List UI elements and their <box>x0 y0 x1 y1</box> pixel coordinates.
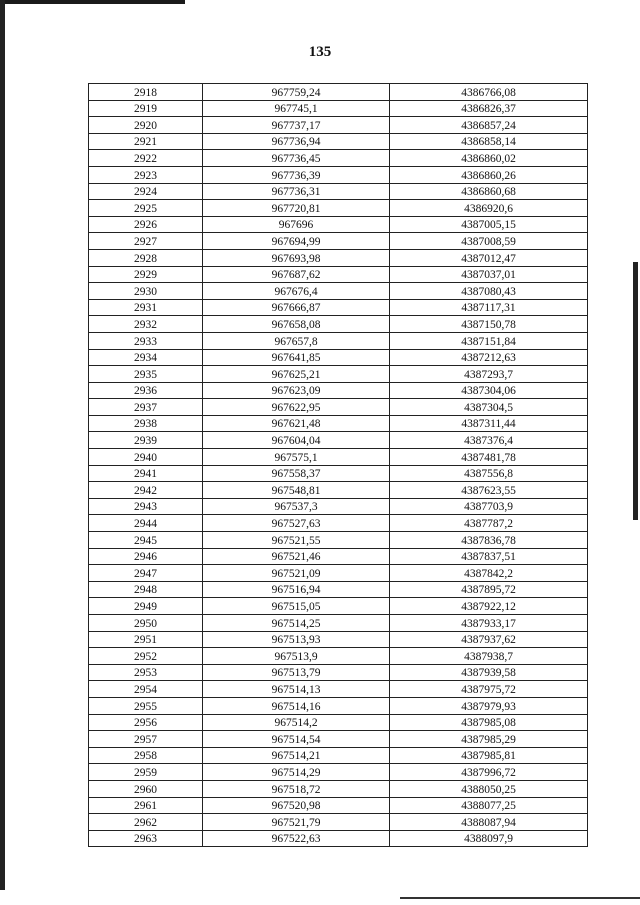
point-number-cell: 2921 <box>89 133 203 150</box>
x-coordinate-cell: 967736,45 <box>203 150 390 167</box>
table-row <box>89 249 588 266</box>
x-coordinate-cell: 967522,63 <box>203 830 390 847</box>
y-coordinate-cell: 4387985,08 <box>390 714 588 731</box>
y-coordinate-cell: 4387895,72 <box>390 581 588 598</box>
y-coordinate-cell: 4387703,9 <box>390 498 588 515</box>
y-coordinate-cell: 4386826,37 <box>390 100 588 117</box>
table-row <box>89 283 588 300</box>
y-coordinate-cell: 4387150,78 <box>390 316 588 333</box>
y-coordinate-cell: 4387937,62 <box>390 631 588 648</box>
coordinates-table-body <box>89 84 588 847</box>
y-coordinate-cell: 4387922,12 <box>390 598 588 615</box>
y-coordinate-cell: 4388050,25 <box>390 780 588 797</box>
y-coordinate-cell: 4387008,59 <box>390 233 588 250</box>
y-coordinate-cell: 4387842,2 <box>390 565 588 582</box>
point-number-cell: 2923 <box>89 166 203 183</box>
point-number-cell: 2933 <box>89 332 203 349</box>
y-coordinate-cell: 4387311,44 <box>390 415 588 432</box>
y-coordinate-cell: 4386860,26 <box>390 166 588 183</box>
point-number-cell: 2946 <box>89 548 203 565</box>
table-row <box>89 482 588 499</box>
point-number-cell: 2928 <box>89 249 203 266</box>
point-number-cell: 2918 <box>89 84 203 101</box>
table-row <box>89 664 588 681</box>
table-row <box>89 166 588 183</box>
x-coordinate-cell: 967513,93 <box>203 631 390 648</box>
table-row <box>89 731 588 748</box>
y-coordinate-cell: 4388097,9 <box>390 830 588 847</box>
point-number-cell: 2945 <box>89 532 203 549</box>
point-number-cell: 2951 <box>89 631 203 648</box>
table-row <box>89 117 588 134</box>
x-coordinate-cell: 967527,63 <box>203 515 390 532</box>
y-coordinate-cell: 4387481,78 <box>390 449 588 466</box>
x-coordinate-cell: 967558,37 <box>203 465 390 482</box>
point-number-cell: 2948 <box>89 581 203 598</box>
table-row <box>89 349 588 366</box>
point-number-cell: 2937 <box>89 399 203 416</box>
x-coordinate-cell: 967521,55 <box>203 532 390 549</box>
x-coordinate-cell: 967513,9 <box>203 648 390 665</box>
y-coordinate-cell: 4387985,29 <box>390 731 588 748</box>
x-coordinate-cell: 967759,24 <box>203 84 390 101</box>
x-coordinate-cell: 967514,16 <box>203 697 390 714</box>
x-coordinate-cell: 967736,31 <box>203 183 390 200</box>
y-coordinate-cell: 4387623,55 <box>390 482 588 499</box>
y-coordinate-cell: 4387151,84 <box>390 332 588 349</box>
y-coordinate-cell: 4386766,08 <box>390 84 588 101</box>
point-number-cell: 2938 <box>89 415 203 432</box>
point-number-cell: 2920 <box>89 117 203 134</box>
table-row <box>89 681 588 698</box>
x-coordinate-cell: 967514,25 <box>203 615 390 632</box>
y-coordinate-cell: 4387376,4 <box>390 432 588 449</box>
table-row <box>89 84 588 101</box>
x-coordinate-cell: 967666,87 <box>203 299 390 316</box>
table-row <box>89 714 588 731</box>
y-coordinate-cell: 4387556,8 <box>390 465 588 482</box>
point-number-cell: 2952 <box>89 648 203 665</box>
point-number-cell: 2949 <box>89 598 203 615</box>
x-coordinate-cell: 967548,81 <box>203 482 390 499</box>
x-coordinate-cell: 967514,21 <box>203 747 390 764</box>
x-coordinate-cell: 967641,85 <box>203 349 390 366</box>
y-coordinate-cell: 4387996,72 <box>390 764 588 781</box>
table-row <box>89 316 588 333</box>
x-coordinate-cell: 967604,04 <box>203 432 390 449</box>
point-number-cell: 2931 <box>89 299 203 316</box>
point-number-cell: 2962 <box>89 814 203 831</box>
table-row <box>89 797 588 814</box>
x-coordinate-cell: 967625,21 <box>203 366 390 383</box>
table-row <box>89 150 588 167</box>
x-coordinate-cell: 967537,3 <box>203 498 390 515</box>
y-coordinate-cell: 4387012,47 <box>390 249 588 266</box>
point-number-cell: 2942 <box>89 482 203 499</box>
y-coordinate-cell: 4387975,72 <box>390 681 588 698</box>
point-number-cell: 2953 <box>89 664 203 681</box>
y-coordinate-cell: 4387979,93 <box>390 697 588 714</box>
point-number-cell: 2959 <box>89 764 203 781</box>
x-coordinate-cell: 967623,09 <box>203 382 390 399</box>
point-number-cell: 2925 <box>89 200 203 217</box>
x-coordinate-cell: 967520,98 <box>203 797 390 814</box>
scan-edge-right <box>633 262 638 520</box>
y-coordinate-cell: 4387293,7 <box>390 366 588 383</box>
y-coordinate-cell: 4386860,02 <box>390 150 588 167</box>
y-coordinate-cell: 4388087,94 <box>390 814 588 831</box>
x-coordinate-cell: 967737,17 <box>203 117 390 134</box>
x-coordinate-cell: 967622,95 <box>203 399 390 416</box>
table-row <box>89 266 588 283</box>
y-coordinate-cell: 4387212,63 <box>390 349 588 366</box>
point-number-cell: 2932 <box>89 316 203 333</box>
scan-edge-bottom <box>400 897 640 899</box>
x-coordinate-cell: 967693,98 <box>203 249 390 266</box>
scan-edge-left <box>0 0 5 890</box>
table-row <box>89 233 588 250</box>
x-coordinate-cell: 967575,1 <box>203 449 390 466</box>
point-number-cell: 2954 <box>89 681 203 698</box>
y-coordinate-cell: 4387080,43 <box>390 283 588 300</box>
point-number-cell: 2944 <box>89 515 203 532</box>
point-number-cell: 2940 <box>89 449 203 466</box>
point-number-cell: 2950 <box>89 615 203 632</box>
table-row <box>89 648 588 665</box>
y-coordinate-cell: 4387037,01 <box>390 266 588 283</box>
point-number-cell: 2957 <box>89 731 203 748</box>
y-coordinate-cell: 4388077,25 <box>390 797 588 814</box>
x-coordinate-cell: 967521,46 <box>203 548 390 565</box>
table-row <box>89 498 588 515</box>
y-coordinate-cell: 4387117,31 <box>390 299 588 316</box>
point-number-cell: 2919 <box>89 100 203 117</box>
table-row <box>89 216 588 233</box>
y-coordinate-cell: 4387304,5 <box>390 399 588 416</box>
x-coordinate-cell: 967521,79 <box>203 814 390 831</box>
y-coordinate-cell: 4387787,2 <box>390 515 588 532</box>
x-coordinate-cell: 967658,08 <box>203 316 390 333</box>
table-row <box>89 780 588 797</box>
x-coordinate-cell: 967514,2 <box>203 714 390 731</box>
x-coordinate-cell: 967687,62 <box>203 266 390 283</box>
y-coordinate-cell: 4386920,6 <box>390 200 588 217</box>
point-number-cell: 2926 <box>89 216 203 233</box>
point-number-cell: 2934 <box>89 349 203 366</box>
table-row <box>89 133 588 150</box>
table-row <box>89 299 588 316</box>
x-coordinate-cell: 967515,05 <box>203 598 390 615</box>
y-coordinate-cell: 4386857,24 <box>390 117 588 134</box>
scan-edge-top <box>0 0 185 4</box>
table-row <box>89 415 588 432</box>
x-coordinate-cell: 967676,4 <box>203 283 390 300</box>
table-row <box>89 449 588 466</box>
y-coordinate-cell: 4387939,58 <box>390 664 588 681</box>
x-coordinate-cell: 967516,94 <box>203 581 390 598</box>
table-row <box>89 432 588 449</box>
table-row <box>89 548 588 565</box>
x-coordinate-cell: 967513,79 <box>203 664 390 681</box>
table-row <box>89 183 588 200</box>
table-row <box>89 100 588 117</box>
x-coordinate-cell: 967518,72 <box>203 780 390 797</box>
x-coordinate-cell: 967514,13 <box>203 681 390 698</box>
table-row <box>89 515 588 532</box>
y-coordinate-cell: 4386860,68 <box>390 183 588 200</box>
table-row <box>89 581 588 598</box>
point-number-cell: 2927 <box>89 233 203 250</box>
coordinates-table <box>88 83 588 847</box>
table-row <box>89 332 588 349</box>
point-number-cell: 2943 <box>89 498 203 515</box>
point-number-cell: 2924 <box>89 183 203 200</box>
point-number-cell: 2963 <box>89 830 203 847</box>
y-coordinate-cell: 4386858,14 <box>390 133 588 150</box>
point-number-cell: 2961 <box>89 797 203 814</box>
x-coordinate-cell: 967736,39 <box>203 166 390 183</box>
page-number: 135 <box>308 44 332 60</box>
x-coordinate-cell: 967696 <box>203 216 390 233</box>
point-number-cell: 2939 <box>89 432 203 449</box>
point-number-cell: 2960 <box>89 780 203 797</box>
point-number-cell: 2956 <box>89 714 203 731</box>
point-number-cell: 2941 <box>89 465 203 482</box>
table-row <box>89 399 588 416</box>
x-coordinate-cell: 967736,94 <box>203 133 390 150</box>
table-row <box>89 615 588 632</box>
x-coordinate-cell: 967514,54 <box>203 731 390 748</box>
point-number-cell: 2929 <box>89 266 203 283</box>
point-number-cell: 2955 <box>89 697 203 714</box>
table-row <box>89 366 588 383</box>
point-number-cell: 2936 <box>89 382 203 399</box>
x-coordinate-cell: 967621,48 <box>203 415 390 432</box>
table-row <box>89 830 588 847</box>
x-coordinate-cell: 967694,99 <box>203 233 390 250</box>
point-number-cell: 2958 <box>89 747 203 764</box>
table-row <box>89 565 588 582</box>
x-coordinate-cell: 967521,09 <box>203 565 390 582</box>
y-coordinate-cell: 4387836,78 <box>390 532 588 549</box>
y-coordinate-cell: 4387985,81 <box>390 747 588 764</box>
x-coordinate-cell: 967657,8 <box>203 332 390 349</box>
point-number-cell: 2930 <box>89 283 203 300</box>
x-coordinate-cell: 967514,29 <box>203 764 390 781</box>
y-coordinate-cell: 4387933,17 <box>390 615 588 632</box>
table-row <box>89 764 588 781</box>
table-row <box>89 814 588 831</box>
table-row <box>89 465 588 482</box>
x-coordinate-cell: 967720,81 <box>203 200 390 217</box>
table-row <box>89 382 588 399</box>
y-coordinate-cell: 4387304,06 <box>390 382 588 399</box>
y-coordinate-cell: 4387837,51 <box>390 548 588 565</box>
point-number-cell: 2922 <box>89 150 203 167</box>
table-row <box>89 631 588 648</box>
x-coordinate-cell: 967745,1 <box>203 100 390 117</box>
point-number-cell: 2947 <box>89 565 203 582</box>
table-row <box>89 747 588 764</box>
y-coordinate-cell: 4387005,15 <box>390 216 588 233</box>
table-row <box>89 697 588 714</box>
table-row <box>89 532 588 549</box>
table-row <box>89 200 588 217</box>
table-row <box>89 598 588 615</box>
point-number-cell: 2935 <box>89 366 203 383</box>
y-coordinate-cell: 4387938,7 <box>390 648 588 665</box>
